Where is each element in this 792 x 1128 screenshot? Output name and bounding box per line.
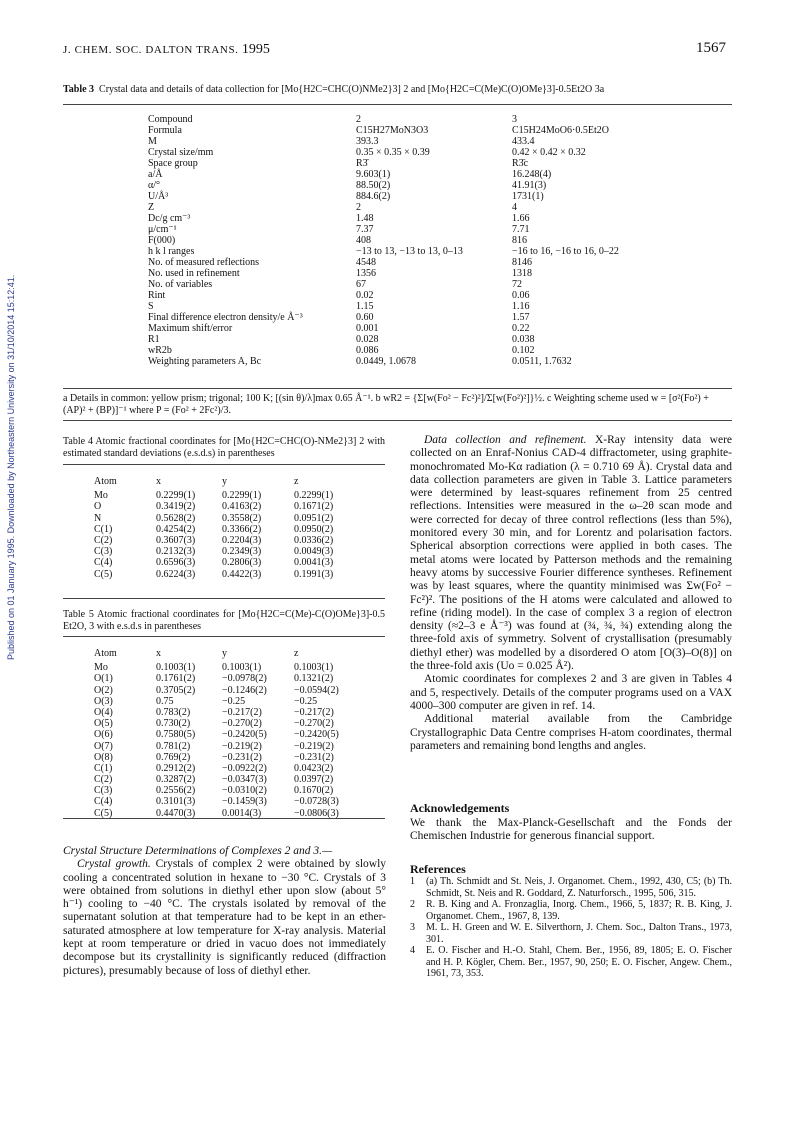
table3-cell: R3̄c: [512, 158, 529, 169]
reference-text: E. O. Fischer and H.-O. Stahl, Chem. Ber., 1956, 89, 1805; E. O. Fischer and H. P. Kögler, Chem. Ber., 1957, 90, 250; E. O. Fischer, Angew. Chem., 1961, 73, 353.: [426, 945, 732, 979]
table3-cell: 2: [356, 202, 361, 213]
table5-cell: 0.0397(2): [294, 774, 334, 786]
table3-cell: 4: [512, 202, 517, 213]
table5-cell: −0.219(2): [222, 740, 262, 752]
table3-row: [148, 312, 712, 323]
table3-cell: 0.06: [512, 290, 530, 301]
table3-cell: 0.102: [512, 345, 535, 356]
table5-cell: −0.231(2): [222, 751, 262, 763]
table5-row: [94, 662, 354, 673]
table3-cell: 1.57: [512, 312, 530, 323]
table4-cell: C(5): [94, 568, 113, 580]
table3-cell: wR2b: [148, 345, 172, 356]
table5-cell: −0.0347(3): [222, 774, 267, 786]
table5-header-cell: z: [294, 648, 299, 659]
table3: [148, 114, 712, 367]
table3-cell: 16.248(4): [512, 169, 552, 180]
table3-caption: [63, 84, 733, 96]
table3-caption-text: Crystal data and details of data collection for [Mo{H2C=CHC(O)NMe2}3] 2 and [Mo{H2C=C(Me)C(O)OMe}3]-0.5Et2O 3a: [99, 84, 605, 95]
table4-cell: 0.4163(2): [222, 501, 262, 513]
table5-cell: 0.1670(2): [294, 785, 334, 797]
reference-number: 1: [410, 876, 415, 887]
journal-name: J. CHEM. SOC. DALTON TRANS.: [63, 44, 239, 56]
table5-cell: 0.3705(2): [156, 684, 196, 696]
table4-cell: 0.3607(3): [156, 534, 196, 546]
reference-text: M. L. H. Green and W. E. Silverthorn, J. Chem. Soc., Dalton Trans., 1973, 301.: [426, 922, 732, 945]
right-column-text: [410, 434, 732, 753]
table3-cell: 1.48: [356, 213, 374, 224]
download-notice: [4, 160, 18, 660]
table4-cell: 0.0950(2): [294, 523, 334, 535]
table4-cell: C(2): [94, 534, 113, 546]
table5-cell: −0.0728(3): [294, 796, 339, 808]
table5-cell: −0.25: [222, 695, 246, 707]
table3-cell: R1: [148, 334, 160, 345]
table4-row: [94, 535, 354, 546]
table4-cell: C(1): [94, 523, 113, 535]
table4-cell: 0.0951(2): [294, 512, 334, 524]
table5-cell: 0.1003(1): [222, 662, 262, 674]
download-notice-text[interactable]: Published on 01 January 1995. Downloaded by Northeastern University on 31/10/2014 15:12:41.: [6, 274, 16, 660]
table3-row: [148, 213, 712, 224]
table4-header-cell: Atom: [94, 476, 117, 487]
table5-cell: −0.231(2): [294, 751, 334, 763]
table5-cell: 0.1003(1): [294, 662, 334, 674]
table5-cell: −0.270(2): [222, 718, 262, 730]
table5-cell: 0.2556(2): [156, 785, 196, 797]
table3-cell: No. used in refinement: [148, 268, 240, 279]
table3-row: [148, 246, 712, 257]
table4-row: [94, 569, 354, 580]
table3-cell: 41.91(3): [512, 180, 547, 191]
table5-row: [94, 752, 354, 763]
table3-cell: 884.6(2): [356, 191, 391, 202]
table3-header-cell: Compound: [148, 114, 193, 125]
table5-cell: −0.0978(2): [222, 673, 267, 685]
table5-row: [94, 785, 354, 796]
table5-header-cell: Atom: [94, 648, 117, 659]
table3-cell: 816: [512, 235, 527, 246]
table4-cell: O: [94, 501, 102, 513]
table5-cell: −0.0594(2): [294, 684, 339, 696]
table5-cell: 0.769(2): [156, 751, 191, 763]
table4-cell: 0.1991(3): [294, 568, 334, 580]
table5-row: [94, 729, 354, 740]
data-collection-label: Data collection and refinement.: [424, 434, 587, 446]
crystal-growth-label: Crystal growth.: [77, 858, 151, 871]
table3-row: [148, 224, 712, 235]
table3-cell: 0.0511, 1.7632: [512, 356, 572, 367]
table5-cell: O(8): [94, 751, 113, 763]
table3-cell: C15H24MoO6·0.5Et2O: [512, 125, 609, 136]
table3-cell: 0.42 × 0.42 × 0.32: [512, 147, 586, 158]
table4-cell: 0.1671(2): [294, 501, 334, 513]
table5-cell: −0.1246(2): [222, 684, 267, 696]
table3-cell: Weighting parameters A, Bc: [148, 356, 262, 367]
crystal-growth-text: Crystals of complex 2 were obtained by slowly cooling a concentrated solution in hexane to −30 °C. Crystals of 3 were obtained from solutions in diethyl ether upon slow (about 5° h⁻¹) cooling to −40 °C. The crystals isolated by removal of the supernatant solution at that temperature had to be kept in an ether-saturated atmosphere at low temperature for X-ray analysis. Material kept at room temperature or dried in vacuo does not immediately decompose but its crystallinity is significantly reduced (diffraction pictures), presumably because of loss of diethyl ether.: [63, 858, 387, 977]
table3-row: [148, 268, 712, 279]
table3-row: [148, 169, 712, 180]
table3-cell: 408: [356, 235, 371, 246]
table5-row: [94, 673, 354, 684]
table5-cell: O(2): [94, 684, 113, 696]
table3-row: [148, 356, 712, 367]
table5-cell: 0.781(2): [156, 740, 191, 752]
table4-header-row: [94, 476, 354, 487]
reference-item: [410, 922, 732, 945]
table3-row: [148, 345, 712, 356]
table3-row: [148, 290, 712, 301]
table5-row: [94, 796, 354, 807]
table3-header-cell: 2: [356, 114, 361, 125]
table3-cell: Maximum shift/error: [148, 323, 233, 334]
table4-cell: 0.0049(3): [294, 546, 334, 558]
table5-cell: −0.0922(2): [222, 762, 267, 774]
table3-cell: 7.71: [512, 224, 530, 235]
table3-row: [148, 158, 712, 169]
table5-cell: C(4): [94, 796, 113, 808]
reference-number: 3: [410, 922, 415, 933]
table4-cell: C(3): [94, 546, 113, 558]
additional-material-paragraph: Additional material available from the Cambridge Crystallographic Data Centre comprises H-atom coordinates, thermal parameters and remaining bond lengths and angles.: [410, 713, 732, 752]
table4-cell: 0.3366(2): [222, 523, 262, 535]
table4-cell: 0.2806(3): [222, 557, 262, 569]
table5-cell: −0.219(2): [294, 740, 334, 752]
table3-cell: 0.0449, 1.0678: [356, 356, 416, 367]
table3-cell: 9.603(1): [356, 169, 391, 180]
table3-cell: 0.35 × 0.35 × 0.39: [356, 147, 430, 158]
table5-cell: 0.3101(3): [156, 796, 196, 808]
table3-cell: M: [148, 136, 157, 147]
table4-cell: Mo: [94, 490, 108, 502]
table3-row: [148, 180, 712, 191]
table4: [94, 476, 354, 580]
table4-row: [94, 546, 354, 557]
table4-cell: 0.4254(2): [156, 523, 196, 535]
reference-number: 2: [410, 899, 415, 910]
table3-cell: Formula: [148, 125, 182, 136]
reference-number: 4: [410, 945, 415, 956]
table4-row: [94, 501, 354, 512]
table5-cell: −0.2420(5): [222, 729, 267, 741]
table5-cell: 0.2912(2): [156, 762, 196, 774]
left-column-text: [63, 845, 386, 978]
table3-cell: 8146: [512, 257, 532, 268]
reference-item: [410, 899, 732, 922]
reference-item: [410, 945, 732, 980]
table3-row: [148, 334, 712, 345]
table4-header-cell: y: [222, 476, 227, 487]
table5-row: [94, 707, 354, 718]
table5-cell: C(2): [94, 774, 113, 786]
table3-cell: F(000): [148, 235, 176, 246]
table4-top-rule: [63, 464, 385, 465]
table5-row: [94, 696, 354, 707]
table3-cell: Final difference electron density/e Å⁻³: [148, 312, 303, 323]
table5-cell: −0.2420(5): [294, 729, 339, 741]
table3-cell: C15H27MoN3O3: [356, 125, 429, 136]
table5-cell: 0.0423(2): [294, 762, 334, 774]
table4-bottom-rule: [63, 598, 385, 599]
table4-cell: 0.6224(3): [156, 568, 196, 580]
table3-cell: 0.60: [356, 312, 374, 323]
table3-cell: 4548: [356, 257, 376, 268]
table3-row: [148, 136, 712, 147]
acknowledgements-text: We thank the Max-Planck-Gesellschaft and the Fonds der Chemischen Industrie for generous financial support.: [410, 817, 732, 843]
table3-cell: No. of variables: [148, 279, 213, 290]
table4-row: [94, 524, 354, 535]
table5-cell: 0.7580(5): [156, 729, 196, 741]
table5-top-rule: [63, 636, 385, 637]
table5-cell: C(3): [94, 785, 113, 797]
table3-row: [148, 301, 712, 312]
table4-caption: Table 4 Atomic fractional coordinates for [Mo{H2C=CHC(O)-NMe2}3] 2 with estimated standard deviations (e.s.d.s) in parentheses: [63, 436, 385, 459]
table5-cell: C(5): [94, 807, 113, 819]
table5-cell: −0.217(2): [294, 706, 334, 718]
table3-cell: 0.22: [512, 323, 530, 334]
journal-year: 1995: [241, 42, 270, 57]
table5-cell: −0.1459(3): [222, 796, 267, 808]
table3-row: [148, 147, 712, 158]
table5-row: [94, 741, 354, 752]
table4-header-cell: z: [294, 476, 299, 487]
table5-cell: O(1): [94, 673, 113, 685]
table5-row: [94, 718, 354, 729]
table3-cell: α/°: [148, 180, 161, 191]
table3-cell: U/Å³: [148, 191, 169, 202]
table3-cell: a/Å: [148, 169, 163, 180]
section-rule: [63, 420, 732, 421]
table3-label: Table 3: [63, 84, 95, 95]
table5-cell: 0.730(2): [156, 718, 191, 730]
table3-cell: 0.02: [356, 290, 374, 301]
atomic-coordinates-paragraph: Atomic coordinates for complexes 2 and 3 are given in Tables 4 and 5, respectively. Details of the computer programs used on a VAX 4000–300 computer are given in ref. 14.: [410, 673, 732, 712]
table5-cell: 0.783(2): [156, 706, 191, 718]
table5-row: [94, 685, 354, 696]
table4-row: [94, 557, 354, 568]
table4-cell: 0.4422(3): [222, 568, 262, 580]
table3-cell: S: [148, 301, 154, 312]
table4-header-cell: x: [156, 476, 161, 487]
table5: [94, 648, 354, 819]
table3-cell: 0.001: [356, 323, 379, 334]
table4-cell: 0.2299(1): [222, 490, 262, 502]
table3-row: [148, 257, 712, 268]
table3-cell: 0.028: [356, 334, 379, 345]
table4-cell: 0.2349(3): [222, 546, 262, 558]
section-heading: Crystal Structure Determinations of Complexes 2 and 3.—: [63, 845, 333, 857]
table3-cell: 1.16: [512, 301, 530, 312]
table3-cell: 72: [512, 279, 522, 290]
table5-cell: −0.217(2): [222, 706, 262, 718]
table4-cell: C(4): [94, 557, 113, 569]
table4-cell: 0.0336(2): [294, 534, 334, 546]
table3-cell: R3̄: [356, 158, 368, 169]
table5-cell: 0.3287(2): [156, 774, 196, 786]
page-number: 1567: [696, 40, 726, 56]
table3-cell: Z: [148, 202, 155, 213]
table3-header-row: [148, 114, 712, 125]
table5-caption: Table 5 Atomic fractional coordinates for [Mo{H2C=C(Me)-C(O)OMe}3]-0.5 Et2O, 3 with e.s.d.s in parentheses: [63, 609, 385, 632]
table3-header-cell: 3: [512, 114, 517, 125]
table5-cell: Mo: [94, 662, 108, 674]
table3-row: [148, 191, 712, 202]
table3-cell: No. of measured reflections: [148, 257, 260, 268]
reference-item: [410, 876, 732, 899]
table3-cell: 67: [356, 279, 366, 290]
table5-cell: −0.270(2): [294, 718, 334, 730]
table3-cell: h k l ranges: [148, 246, 195, 257]
table4-cell: 0.2204(3): [222, 534, 262, 546]
table5-cell: 0.1003(1): [156, 662, 196, 674]
table4-cell: 0.0041(3): [294, 557, 334, 569]
references-list: [410, 876, 732, 980]
table3-cell: 393.3: [356, 136, 379, 147]
table3-row: [148, 202, 712, 213]
table4-cell: 0.2299(1): [156, 490, 196, 502]
table4-cell: 0.5628(2): [156, 512, 196, 524]
data-collection-text: X-Ray intensity data were collected on an Enraf-Nonius CAD-4 diffractometer, using graphite-monochromated Mo-Kα radiation (λ = 0.710 69 Å). Crystal data and data collection parameters are given in Table 3. Lattice parameters were determined by least-squares refinement from 25 centred reflections. Intensities were measured in the ω–2θ scan mode and were corrected for decay of three control reflections (less than 5%), monitored every 30 min, and for Lorentz and polarisation factors. Spherical absorption corrections were applied in both cases. The metal atoms were located by Patterson methods and the remaining heavy atoms by successive Fourier difference syntheses. Refinement was by least squares, where the quantity minimised was Σw(Fo² − Fc²)². The positions of the H atoms were calculated and allowed to refine (riding model). In the case of complex 3 a region of electron density (≈2–3 e Å⁻³) was found at (¾, ¾, ¾) extending along the three-fold axis of symmetry. Solvent of crystallisation (presumably diethyl ether) was modelled by a disordered O atom [O(3)–O(8)] on the three-fold axis (Uo = 0.025 Å²).: [410, 434, 733, 673]
running-header: [63, 42, 270, 58]
table3-cell: 1.66: [512, 213, 530, 224]
table3-cell: 1.15: [356, 301, 374, 312]
table4-cell: 0.2132(3): [156, 546, 196, 558]
table5-cell: O(4): [94, 706, 113, 718]
table5-cell: C(1): [94, 762, 113, 774]
table4-cell: 0.2299(1): [294, 490, 334, 502]
table5-bottom-rule: [63, 818, 385, 819]
table3-top-rule: [63, 104, 732, 105]
table3-row: [148, 323, 712, 334]
table5-cell: −0.0806(3): [294, 807, 339, 819]
table5-cell: 0.0014(3): [222, 807, 262, 819]
table5-cell: O(6): [94, 729, 113, 741]
table4-cell: 0.3419(2): [156, 501, 196, 513]
reference-text: (a) Th. Schmidt and St. Neis, J. Organomet. Chem., 1992, 430, C5; (b) Th. Schmidt, St. Neis and R. Goddard, Z. Naturforsch., 1995, 506, 315.: [426, 876, 732, 899]
table5-cell: 0.4470(3): [156, 807, 196, 819]
table5-cell: −0.0310(2): [222, 785, 267, 797]
table3-cell: 0.038: [512, 334, 535, 345]
table3-cell: Dc/g cm⁻³: [148, 213, 191, 224]
table3-cell: 1356: [356, 268, 376, 279]
table3-cell: Space group: [148, 158, 198, 169]
table5-cell: −0.25: [294, 695, 318, 707]
table5-cell: O(5): [94, 718, 113, 730]
table4-cell: N: [94, 512, 102, 524]
table3-cell: 1318: [512, 268, 532, 279]
table4-cell: 0.3558(2): [222, 512, 262, 524]
table3-cell: −16 to 16, −16 to 16, 0–22: [512, 246, 619, 257]
table3-bottom-rule: [63, 388, 732, 389]
table5-cell: 0.1321(2): [294, 673, 334, 685]
table5-row: [94, 763, 354, 774]
table5-cell: O(3): [94, 695, 113, 707]
table3-row: [148, 125, 712, 136]
table5-cell: 0.1761(2): [156, 673, 196, 685]
table4-row: [94, 513, 354, 524]
table5-cell: O(7): [94, 740, 113, 752]
table3-row: [148, 235, 712, 246]
acknowledgements-heading: Acknowledgements: [410, 801, 510, 815]
table4-cell: 0.6596(3): [156, 557, 196, 569]
table3-cell: Rint: [148, 290, 166, 301]
table3-cell: 1731(1): [512, 191, 544, 202]
table5-header-cell: y: [222, 648, 227, 659]
table3-cell: 0.086: [356, 345, 379, 356]
table3-cell: Crystal size/mm: [148, 147, 214, 158]
table3-cell: μ/cm⁻¹: [148, 224, 177, 235]
table3-cell: 433.4: [512, 136, 535, 147]
table3-cell: 88.50(2): [356, 180, 391, 191]
table5-header-row: [94, 648, 354, 659]
table3-cell: 7.37: [356, 224, 374, 235]
table4-row: [94, 490, 354, 501]
table3-footnote: a Details in common: yellow prism; trigonal; 100 K; [(sin θ)/λ]max 0.65 Å⁻¹. b wR2 = {Σ[w(Fo² − Fc²)²]/Σ[w(Fo²)²]}½. c Weighting scheme used w = [σ²(Fo²) + (AP)² + (BP)]⁻¹ where P = (Fo² + 2Fc²)/3.: [63, 393, 709, 416]
table5-header-cell: x: [156, 648, 161, 659]
table3-row: [148, 279, 712, 290]
table3-cell: −13 to 13, −13 to 13, 0–13: [356, 246, 463, 257]
references-heading: References: [410, 862, 466, 876]
reference-text: R. B. King and A. Fronzaglia, Inorg. Chem., 1966, 5, 1837; R. B. King, J. Organomet. Chem., 1967, 8, 139.: [426, 899, 732, 922]
table5-row: [94, 774, 354, 785]
table5-cell: 0.75: [156, 695, 174, 707]
